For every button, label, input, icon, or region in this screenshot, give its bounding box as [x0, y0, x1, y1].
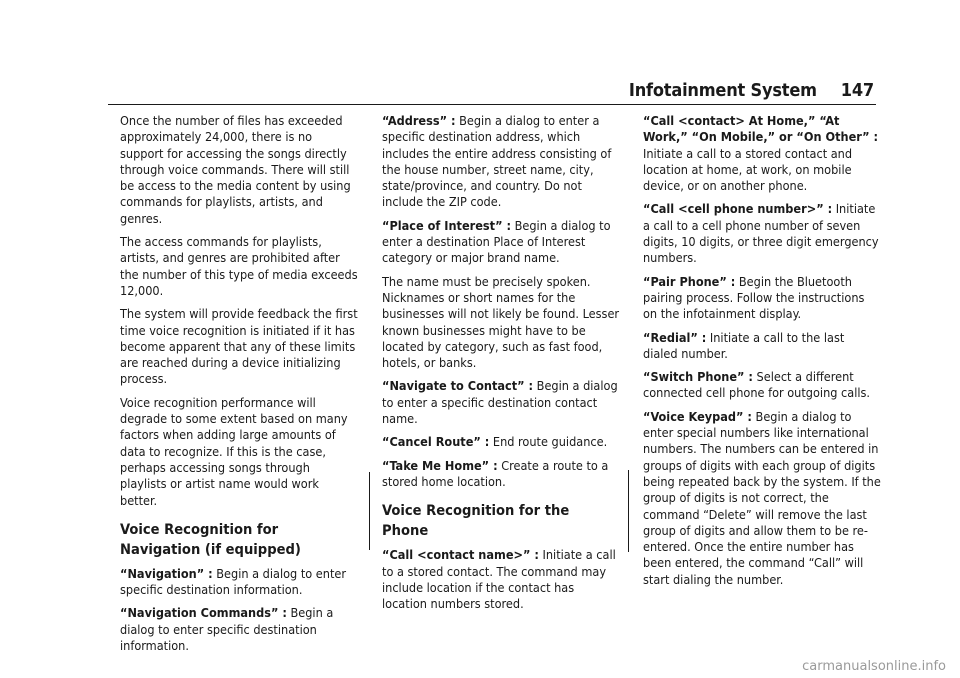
- command-desc: Initiate a call to a stored contact. The command may include location if the contact has location numbers stored.: [382, 547, 616, 612]
- heading-navigation: Voice Recognition for Navigation (if equipped): [120, 520, 301, 558]
- command-term: “Navigation Commands” :: [120, 605, 287, 621]
- command-desc: Initiate a call to a stored contact and location at home, at work, on mobile device, or on another phone.: [643, 145, 853, 194]
- paragraph-name-spoken: The name must be precisely spoken. Nicknames or short names for the businesses will not likely be found. Lesser known businesses might have to be located by category, such as fast food, hotels, or banks.: [382, 273, 620, 371]
- command-term: “Address” :: [382, 113, 456, 128]
- command-term: “Call <contact name>” :: [382, 547, 539, 563]
- heading-phone: Voice Recognition for the Phone: [382, 502, 570, 540]
- command-desc: Initiate a call to the last dialed number.: [643, 329, 845, 361]
- command-term: “Place of Interest” :: [382, 217, 512, 233]
- command-term: “Call <contact> At Home,” “At Work,” “On Mobile,” or “On Other” :: [643, 113, 879, 145]
- command-entry: [382, 547, 620, 612]
- command-desc: Begin a dialog to enter special numbers like international numbers. The numbers can be entered in groups of digits with each group of digits being repeated back by the system. If the group of digits is not correct, the command “Delete” will remove the last group of digits and allow them to be re-entered. Once the entire number has been entered, the command “Call” will start dialing the number.: [643, 408, 881, 587]
- command-entry: [643, 113, 881, 194]
- command-term: “Take Me Home” :: [382, 457, 498, 473]
- command-term: “Navigation” :: [120, 565, 213, 581]
- command-desc: Begin a dialog to enter specific destination information.: [120, 605, 334, 654]
- paragraph-feedback: The system will provide feedback the first time voice recognition is initiated if it has become apparent that any of these limits are reached during a device initializing process.: [120, 306, 358, 387]
- command-term: “Call <cell phone number>” :: [643, 201, 833, 217]
- command-term: “Cancel Route” :: [382, 434, 490, 450]
- command-term: “Redial” :: [643, 329, 707, 345]
- command-entry: [120, 605, 358, 654]
- command-desc: Begin a dialog to enter a specific destination address, which includes the entire address consisting of the house number, street name, city, state/province, and country. Do not include the ZIP code.: [382, 113, 612, 210]
- command-term: “Pair Phone” :: [643, 273, 736, 289]
- watermark: carmanualsonline.info: [802, 659, 946, 674]
- command-entry: [382, 458, 620, 491]
- command-term: “Switch Phone” :: [643, 369, 753, 385]
- command-entry: [643, 201, 881, 266]
- command-entry: [382, 378, 620, 427]
- command-entry: [643, 330, 881, 363]
- command-entry: [643, 274, 881, 323]
- section-title: Infotainment System: [628, 80, 817, 101]
- column-divider: [369, 472, 370, 550]
- column-middle: [382, 113, 620, 619]
- column-right: [643, 113, 881, 595]
- command-entry: [382, 434, 620, 450]
- command-desc: Begin a dialog to enter specific destination information.: [120, 565, 347, 598]
- command-entry: [643, 409, 881, 588]
- command-term: “Navigate to Contact” :: [382, 378, 534, 394]
- command-entry: [120, 566, 358, 599]
- command-term: “Voice Keypad” :: [643, 408, 752, 424]
- paragraph-access-commands: The access commands for playlists, artists, and genres are prohibited after the number of this type of media exceeds 12,000.: [120, 234, 358, 298]
- command-entry: [643, 369, 881, 402]
- command-desc: Initiate a call to a cell phone number of seven digits, 10 digits, or three digit emergency numbers.: [643, 201, 879, 266]
- header-rule: [108, 104, 876, 105]
- command-entry: [382, 218, 620, 267]
- paragraph-performance: Voice recognition performance will degrade to some extent based on many factors when adding large amounts of data to recognize. If this is the case, perhaps accessing songs through playlists or artist name would work better.: [120, 394, 348, 508]
- command-desc: Create a route to a stored home location.: [382, 457, 609, 489]
- command-desc: Begin a dialog to enter a destination Place of Interest category or major brand name.: [382, 217, 611, 266]
- command-desc: Begin the Bluetooth pairing process. Follow the instructions on the infotainment display.: [643, 273, 865, 322]
- page-header: [629, 80, 874, 101]
- paragraph-file-limit: Once the number of files has exceeded approximately 24,000, there is no support for accessing the songs directly through voice commands. There will still be access to the media content by using commands for playlists, artists, and genres.: [120, 113, 351, 226]
- command-entry: [382, 113, 620, 211]
- command-desc: Begin a dialog to enter a specific destination contact name.: [382, 378, 618, 427]
- command-desc: Select a different connected cell phone for outgoing calls.: [643, 369, 871, 401]
- column-divider: [628, 470, 629, 552]
- page-number: 147: [840, 80, 874, 101]
- command-desc: End route guidance.: [489, 434, 608, 450]
- column-left: [120, 113, 358, 661]
